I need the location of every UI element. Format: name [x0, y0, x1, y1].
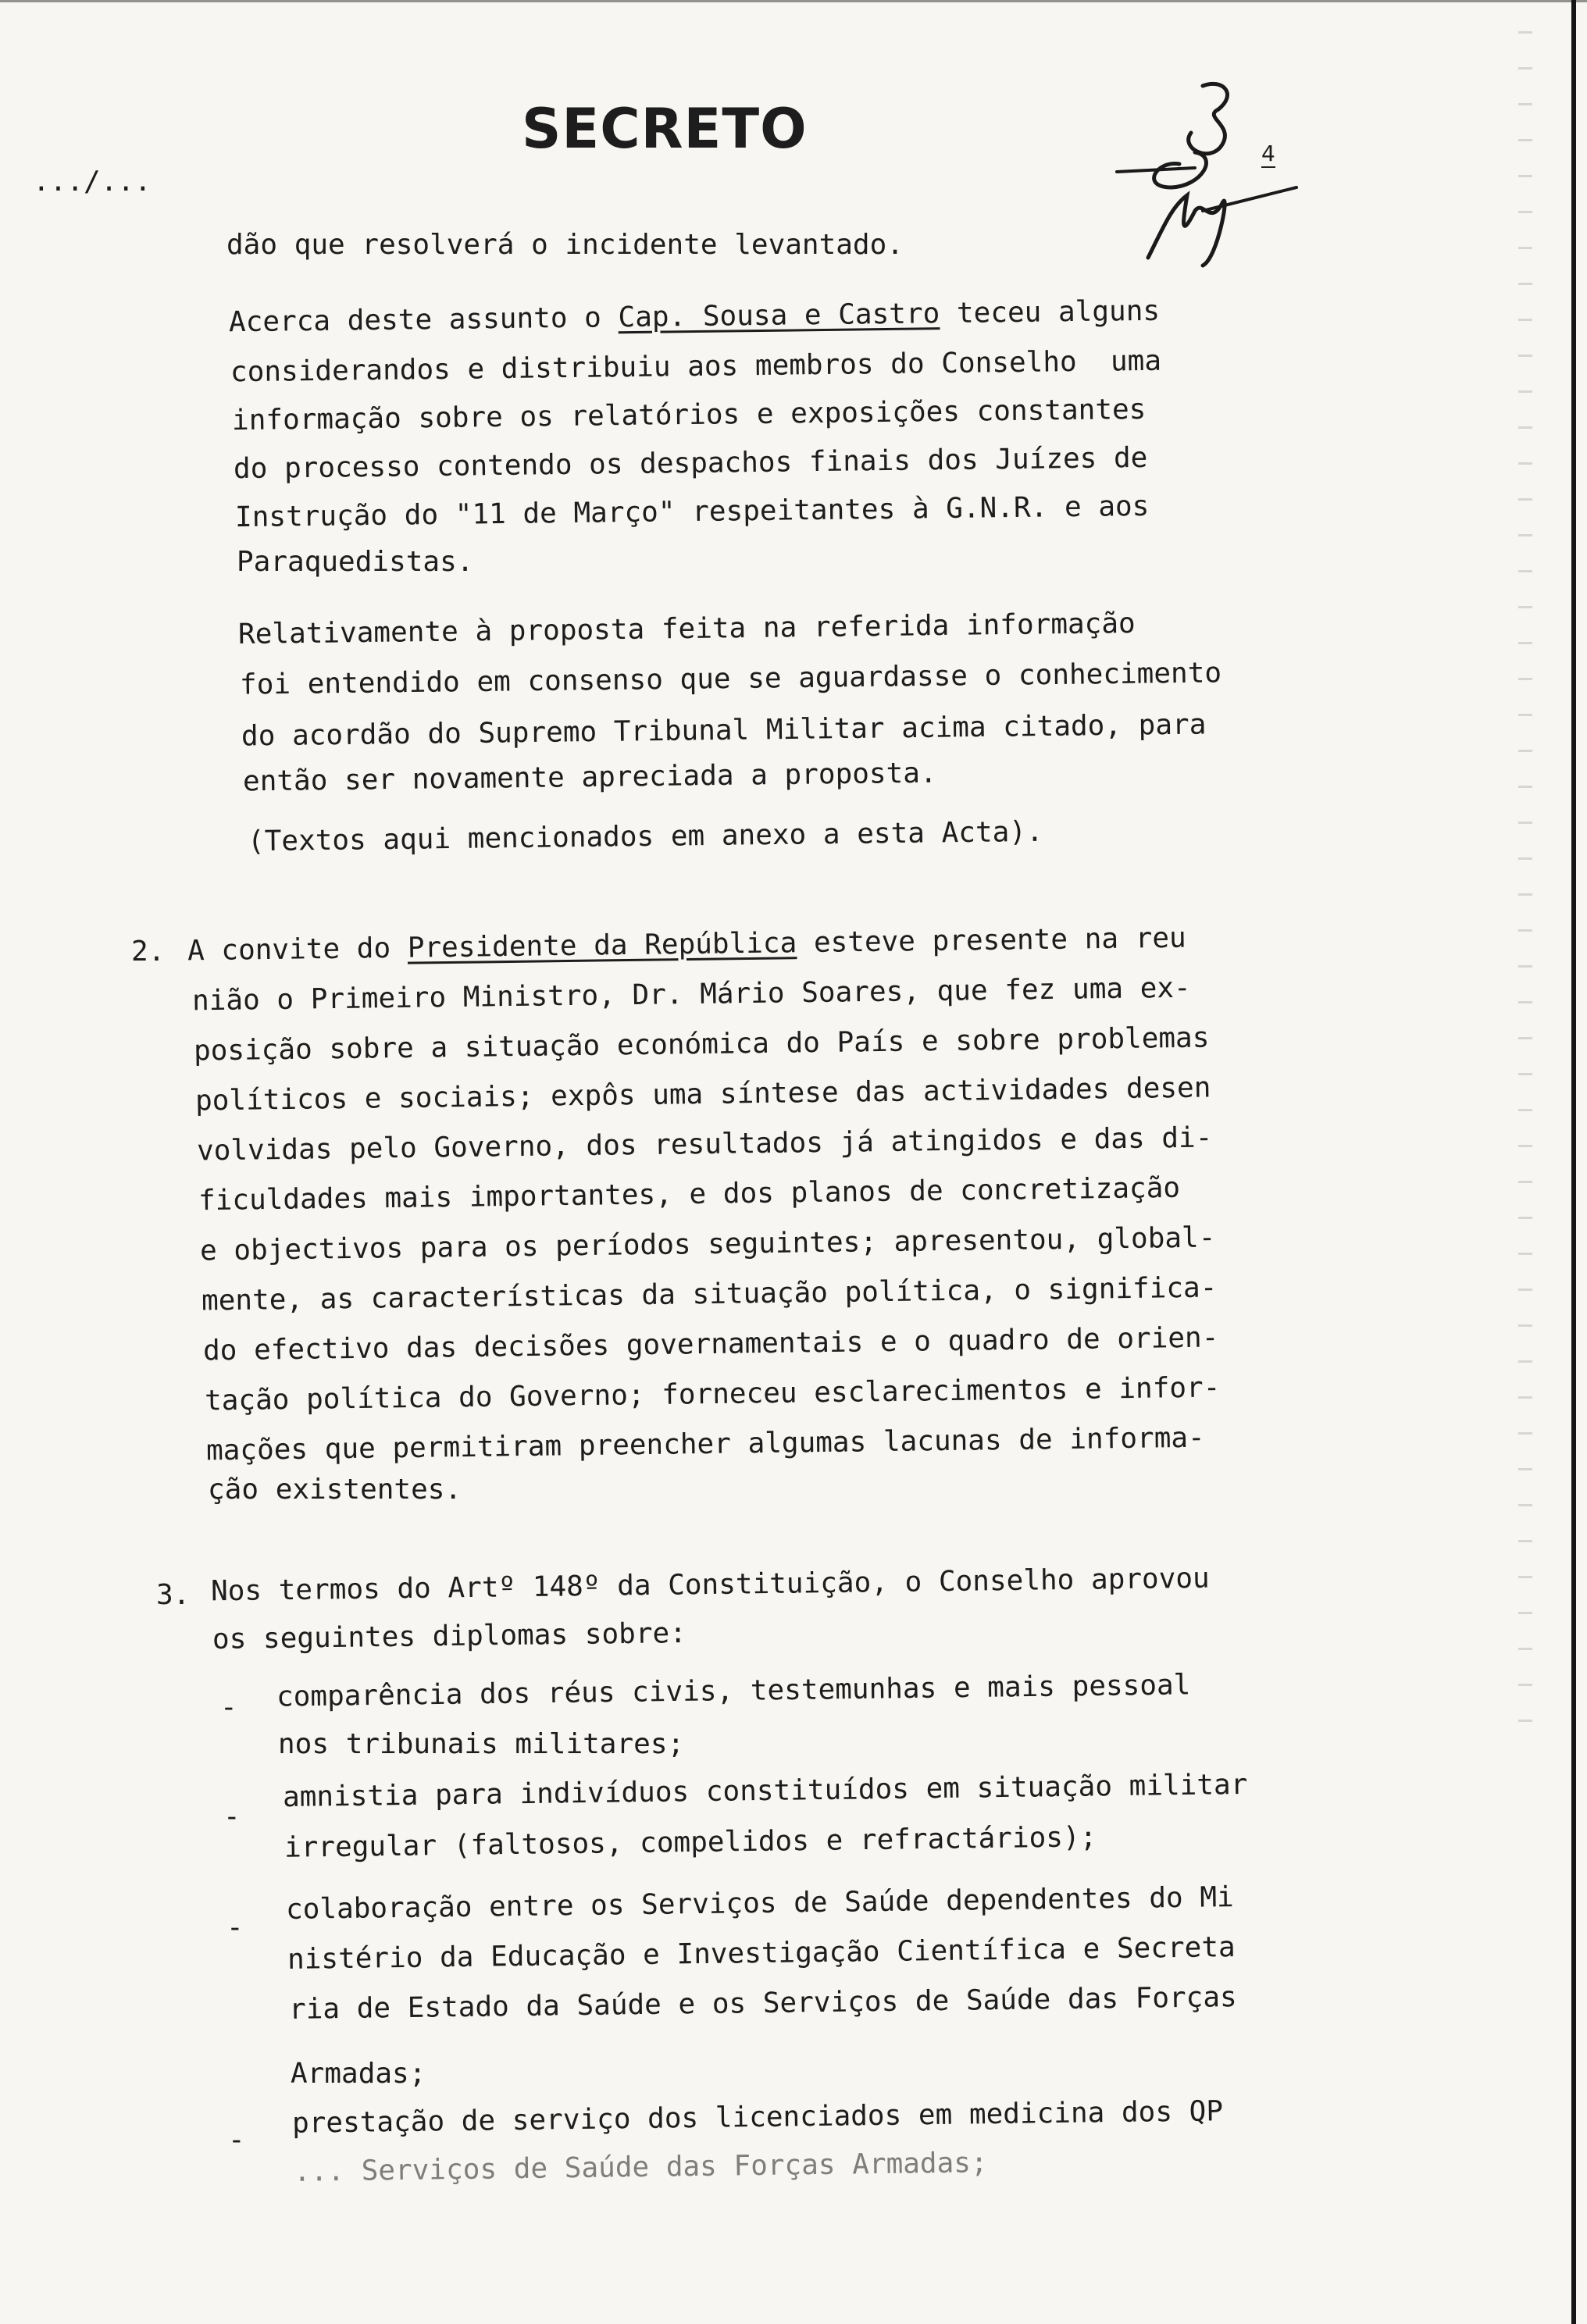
text-line: Armadas; — [291, 2058, 426, 2090]
text-line: Instrução do "11 de Março" respeitantes à G.N.R. e aos — [234, 490, 1150, 534]
text-line: mente, as características da situação política, o significa- — [201, 1271, 1218, 1317]
text-line: irregular (faltosos, compelidos e refractários); — [284, 1821, 1097, 1864]
text-line: posição sobre a situação económica do País e sobre problemas — [193, 1021, 1210, 1068]
text-span: teceu alguns — [940, 294, 1161, 330]
text-span: esteve presente na reu — [796, 921, 1186, 960]
scan-edge-marks — [1518, 31, 1532, 1749]
text-line: nistério da Educação e Investigação Científica e Secreta — [287, 1931, 1236, 1976]
text-line: Nos termos do Artº 148º da Constituição, o Conselho aprovou — [210, 1562, 1210, 1608]
underlined-name: Cap. Sousa e Castro — [618, 298, 940, 334]
text-line: considerandos e distribuiu aos membros do Conselho uma — [230, 344, 1162, 389]
text-line — [228, 294, 1161, 339]
item-number: 3. — [156, 1579, 191, 1611]
text-line: do processo contendo os despachos finais dos Juízes de — [233, 441, 1148, 486]
text-line: do efectivo das decisões governamentais e o quadro de orien- — [202, 1321, 1219, 1367]
text-line: então ser novamente apreciada a proposta. — [242, 757, 937, 798]
text-line: dão que resolverá o incidente levantado. — [226, 229, 904, 261]
text-line: ria de Estado da Saúde e os Serviços de Saúde das Forças — [288, 1981, 1237, 2026]
text-line: amnistia para indivíduos constituídos em situação militar — [282, 1768, 1248, 1814]
top-edge-line — [0, 0, 1587, 2]
continuation-marker: .../... — [33, 166, 152, 198]
text-line: (Textos aqui mencionados em anexo a esta Acta). — [247, 815, 1043, 858]
right-edge-line — [1571, 0, 1576, 2324]
bullet-dash: - — [226, 1912, 244, 1944]
text-line: nos tribunais militares; — [278, 1728, 685, 1760]
text-line: volvidas pelo Governo, dos resultados já atingidos e das di- — [196, 1121, 1213, 1167]
text-line: e objectivos para os períodos seguintes; apresentou, global- — [199, 1221, 1216, 1267]
text-line: nião o Primeiro Ministro, Dr. Mário Soares, que fez uma ex- — [191, 971, 1191, 1018]
item-number: 2. — [131, 936, 166, 968]
text-line: Paraquedistas. — [237, 546, 474, 578]
text-span: A convite do — [187, 932, 408, 968]
text-line: tação política do Governo; forneceu esclarecimentos e infor- — [204, 1371, 1221, 1417]
text-line: ficuldades mais importantes, e dos planos de concretização — [198, 1171, 1181, 1217]
bullet-dash: - — [228, 2124, 245, 2156]
underlined-title: Presidente da República — [407, 927, 797, 964]
text-line: os seguintes diplomas sobre: — [212, 1617, 687, 1656]
page-number: 4 — [1261, 141, 1275, 166]
text-span: Acerca deste assunto o — [228, 301, 619, 339]
text-line: ção existentes. — [208, 1474, 462, 1506]
text-line — [187, 921, 1186, 968]
text-line: informação sobre os relatórios e exposições constantes — [231, 393, 1147, 437]
text-line: do acordão do Supremo Tribunal Militar acima citado, para — [241, 708, 1207, 753]
text-line: políticos e sociais; expôs uma síntese das actividades desen — [194, 1071, 1211, 1117]
handwritten-initials — [1086, 70, 1304, 273]
text-line: comparência dos réus civis, testemunhas e mais pessoal — [276, 1669, 1191, 1713]
bullet-dash: - — [220, 1691, 237, 1723]
text-line: mações que permitiram preencher algumas lacunas de informa- — [205, 1421, 1205, 1467]
text-line: prestação de serviço dos licenciados em medicina dos QP — [291, 2095, 1224, 2140]
bullet-dash: - — [223, 1801, 241, 1833]
text-line: ... Serviços de Saúde das Forças Armadas; — [293, 2147, 988, 2188]
text-line: foi entendido em consenso que se aguardasse o conhecimento — [239, 657, 1222, 701]
text-line: colaboração entre os Serviços de Saúde dependentes do Mi — [285, 1881, 1234, 1926]
text-line: Relativamente à proposta feita na referida informação — [237, 607, 1136, 651]
classification-stamp: SECRETO — [522, 97, 808, 161]
